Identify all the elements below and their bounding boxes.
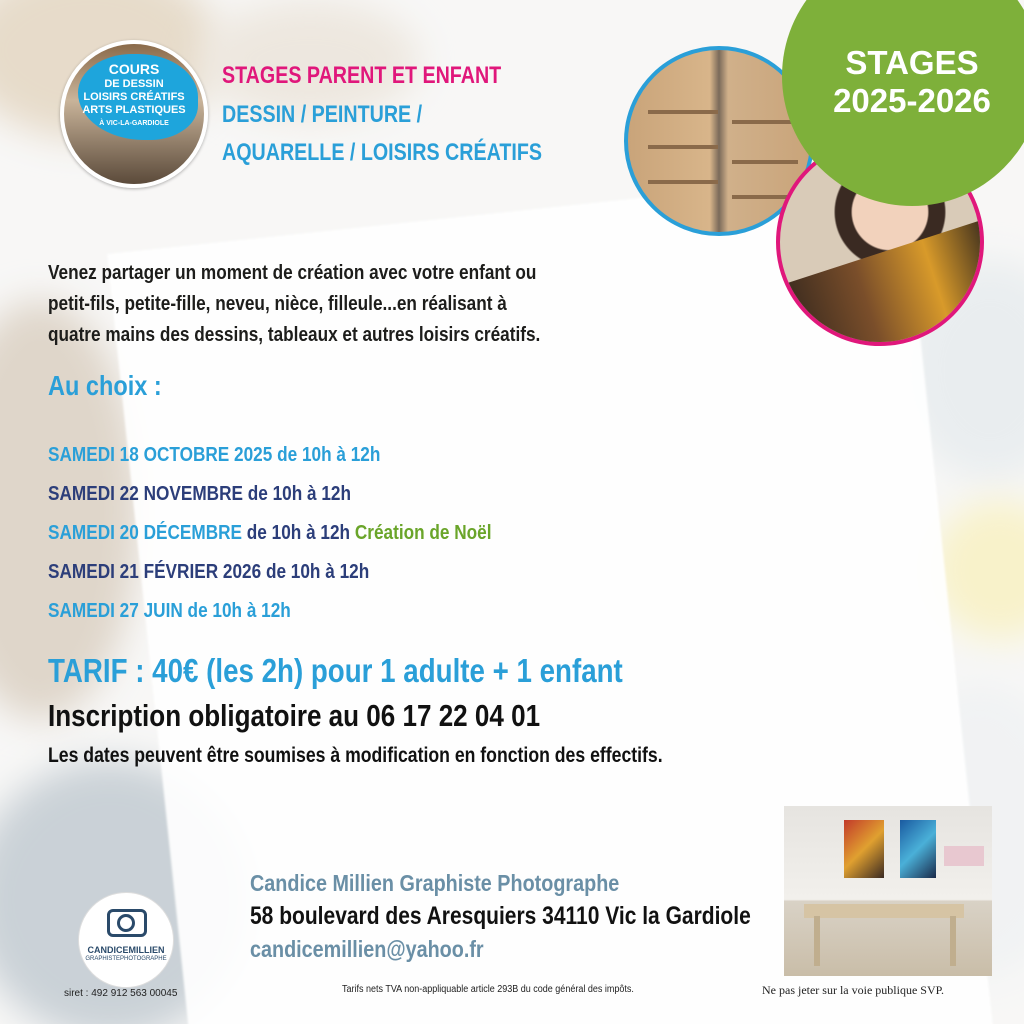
choice-title: Au choix : [48,370,162,401]
date-row [48,600,492,639]
siret-number: siret : 492 912 563 00045 [64,988,178,999]
badge-line1: STAGES [845,44,979,81]
date-time: de 10h à 12h [242,483,352,505]
date-time: de 10h à 12h [261,561,370,583]
lens-icon [117,914,135,932]
badge-line2: 2025-2026 [833,82,991,119]
brand-tagline: GRAPHISTEPHOTOGRAPHE [85,956,167,962]
dates-note: Les dates peuvent être soumises à modification en fonction des effectifs. [48,744,663,767]
contact-address: 58 boulevard des Aresquiers 34110 Vic la Gardiole [250,902,751,930]
date-time: de 10h à 12h [182,600,291,622]
date-row [48,522,492,561]
contact-name: Candice Millien Graphiste Photographe [250,870,620,896]
subtitle-line1: DESSIN / PEINTURE / [222,101,423,128]
intro-line2: petit-fils, petite-fille, neveu, nièce, filleule...en réalisant à [48,293,507,315]
intro-line3: quatre mains des dessins, tableaux et autres loisirs créatifs. [48,324,541,346]
page-title: STAGES PARENT ET ENFANT [222,62,502,89]
subtitle-line2: AQUARELLE / LOISIRS CRÉATIFS [222,139,542,166]
intro-line1: Venez partager un moment de création avec votre enfant ou [48,262,537,284]
registration-text: Inscription obligatoire au 06 17 22 04 01 [48,698,541,733]
date-day: SAMEDI 21 FÉVRIER 2026 [48,561,262,583]
studio-photo [784,806,992,976]
date-day: SAMEDI 22 NOVEMBRE [48,483,243,505]
date-time: de 10h à 12h [242,522,351,544]
logo-line3: LOISIRS CRÉATIFS [83,91,185,103]
logo-line5: À VIC-LA-GARDIOLE [99,120,169,127]
date-day: SAMEDI 20 DÉCEMBRE [48,522,243,544]
disposal-note: Ne pas jeter sur la voie publique SVP. [762,983,944,997]
contact-email[interactable]: candicemillien@yahoo.fr [250,936,484,962]
course-logo [60,40,208,188]
tva-note: Tarifs nets TVA non-appliquable article 293B du code général des impôts. [342,984,634,995]
date-day: SAMEDI 18 OCTOBRE 2025 [48,444,273,466]
date-day: SAMEDI 27 JUIN [48,600,183,622]
brand-name: CANDICEMILLIEN [87,945,165,955]
dates-list [48,444,564,639]
logo-line2: DE DESSIN [104,78,164,90]
date-row [48,483,492,522]
brand-logo [78,892,174,988]
date-row [48,561,492,600]
price-text: TARIF : 40€ (les 2h) pour 1 adulte + 1 enfant [48,652,623,689]
date-row [48,444,492,483]
intro-text [48,258,650,351]
date-time: de 10h à 12h [272,444,381,466]
logo-line1: COURS [108,61,160,77]
logo-line4: ARTS PLASTIQUES [82,104,186,116]
date-extra: Création de Noël [350,522,492,544]
